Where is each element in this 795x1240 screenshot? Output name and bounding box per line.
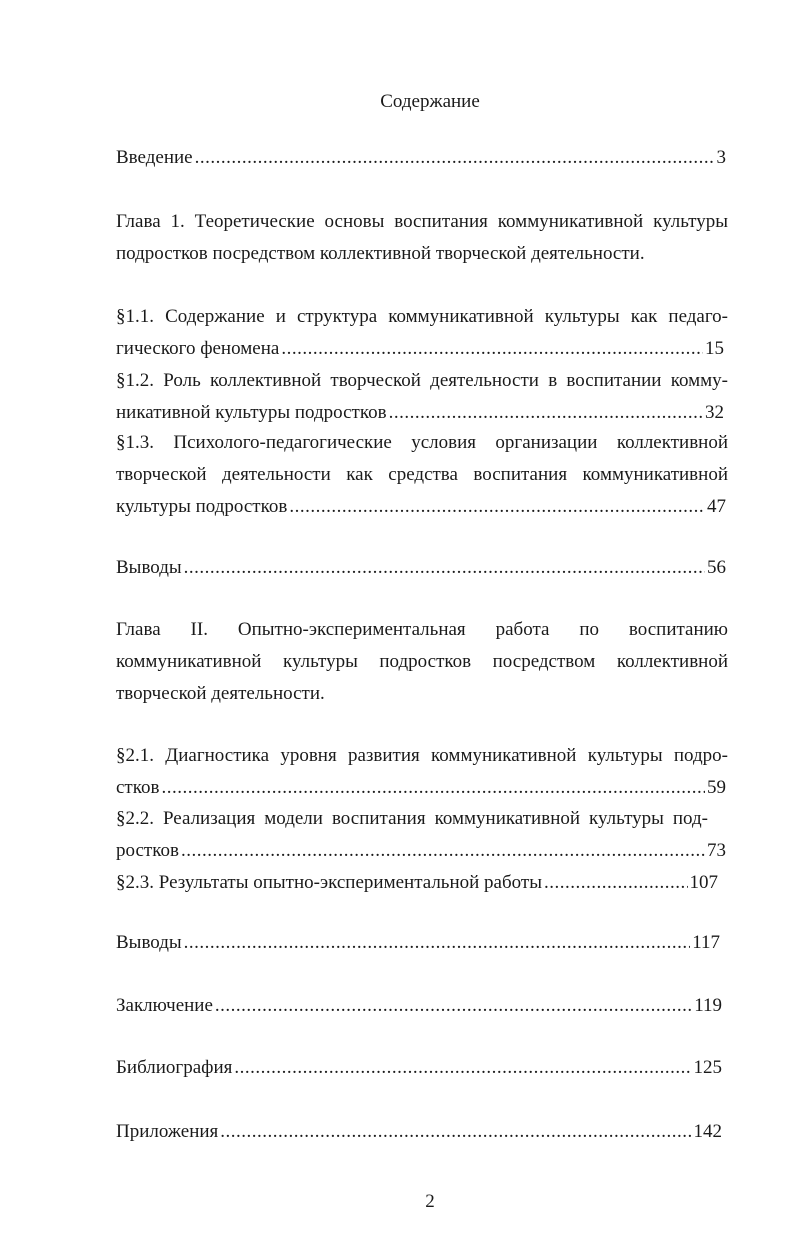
toc-entry-label: Выводы bbox=[116, 932, 182, 953]
toc-entry-bibliography bbox=[116, 1052, 722, 1084]
toc-leader-dots bbox=[184, 927, 691, 959]
toc-entry-label: Заключение bbox=[116, 995, 213, 1016]
toc-page-number: 142 bbox=[693, 1121, 722, 1142]
page-title: Содержание bbox=[380, 91, 480, 112]
toc-leader-dots bbox=[220, 1116, 691, 1148]
toc-section-2-1 bbox=[116, 740, 728, 804]
toc-page-number: 59 bbox=[707, 777, 726, 798]
toc-section-line: §2.3. Результаты опытно-экспериментальной работы bbox=[116, 872, 542, 893]
toc-section-line: §1.3. Психолого-педагогические условия организации коллективной bbox=[116, 432, 728, 453]
toc-entry-label: Выводы bbox=[116, 557, 182, 578]
toc-page-number: 56 bbox=[707, 557, 726, 578]
toc-section-line: §2.1. Диагностика уровня развития коммуникативной культуры подро- bbox=[116, 745, 728, 766]
toc-page-number: 107 bbox=[689, 872, 718, 893]
toc-entry-appendices bbox=[116, 1116, 722, 1148]
toc-section-line: §1.1. Содержание и структура коммуникативной культуры как педаго- bbox=[116, 306, 728, 327]
toc-section-line: §1.2. Роль коллективной творческой деятельности в воспитании комму- bbox=[116, 370, 728, 391]
toc-page-number: 125 bbox=[693, 1057, 722, 1078]
toc-section-line: творческой деятельности как средства воспитания коммуникативной bbox=[116, 464, 728, 485]
toc-page-number: 15 bbox=[705, 338, 724, 359]
chapter-2-title: Глава II. Опытно-экспериментальная работа по воспитанию коммуникативной культуры подростков посредством коллективной творческой деятельности. bbox=[116, 619, 728, 704]
toc-entry-conclusions-2 bbox=[116, 927, 720, 959]
toc-leader-dots bbox=[184, 552, 705, 584]
toc-leader-dots bbox=[234, 1052, 691, 1084]
toc-entry-label: Введение bbox=[116, 147, 193, 168]
toc-entry-intro bbox=[116, 142, 726, 174]
toc-section-1-2 bbox=[116, 365, 728, 429]
toc-section-line: культуры подростков bbox=[116, 496, 288, 517]
toc-leader-dots bbox=[289, 491, 705, 523]
toc-entry-label: Библиография bbox=[116, 1057, 233, 1078]
toc-section-line: никативной культуры подростков bbox=[116, 402, 387, 423]
chapter-1-title: Глава 1. Теоретические основы воспитания коммуникативной культуры подростков посредством коллективной творческой деятельности. bbox=[116, 211, 728, 264]
toc-page-number: 73 bbox=[707, 840, 726, 861]
toc-entry-conclusions-1 bbox=[116, 552, 726, 584]
toc-section-line: стков bbox=[116, 777, 160, 798]
toc-section-2-2 bbox=[116, 803, 726, 867]
toc-page-number: 32 bbox=[705, 402, 724, 423]
toc-section-1-1 bbox=[116, 301, 728, 365]
toc-leader-dots bbox=[161, 772, 705, 804]
toc-entry-conclusion bbox=[116, 990, 722, 1022]
toc-page-number: 119 bbox=[694, 995, 722, 1016]
toc-page-number: 117 bbox=[692, 932, 720, 953]
toc-leader-dots bbox=[215, 990, 692, 1022]
toc-entry-label: Приложения bbox=[116, 1121, 219, 1142]
toc-page-number: 3 bbox=[716, 147, 726, 168]
toc-leader-dots bbox=[544, 867, 688, 899]
toc-section-line: гического феномена bbox=[116, 338, 280, 359]
toc-section-1-3 bbox=[116, 427, 728, 523]
toc-section-line: §2.2. Реализация модели воспитания коммуникативной культуры под- bbox=[116, 808, 708, 829]
toc-leader-dots bbox=[389, 397, 703, 429]
toc-page-number: 47 bbox=[707, 496, 726, 517]
page-number: 2 bbox=[425, 1191, 435, 1212]
toc-leader-dots bbox=[281, 333, 703, 365]
toc-section-2-3 bbox=[116, 867, 718, 899]
toc-leader-dots bbox=[195, 142, 715, 174]
toc-section-line: ростков bbox=[116, 840, 179, 861]
toc-leader-dots bbox=[181, 835, 705, 867]
